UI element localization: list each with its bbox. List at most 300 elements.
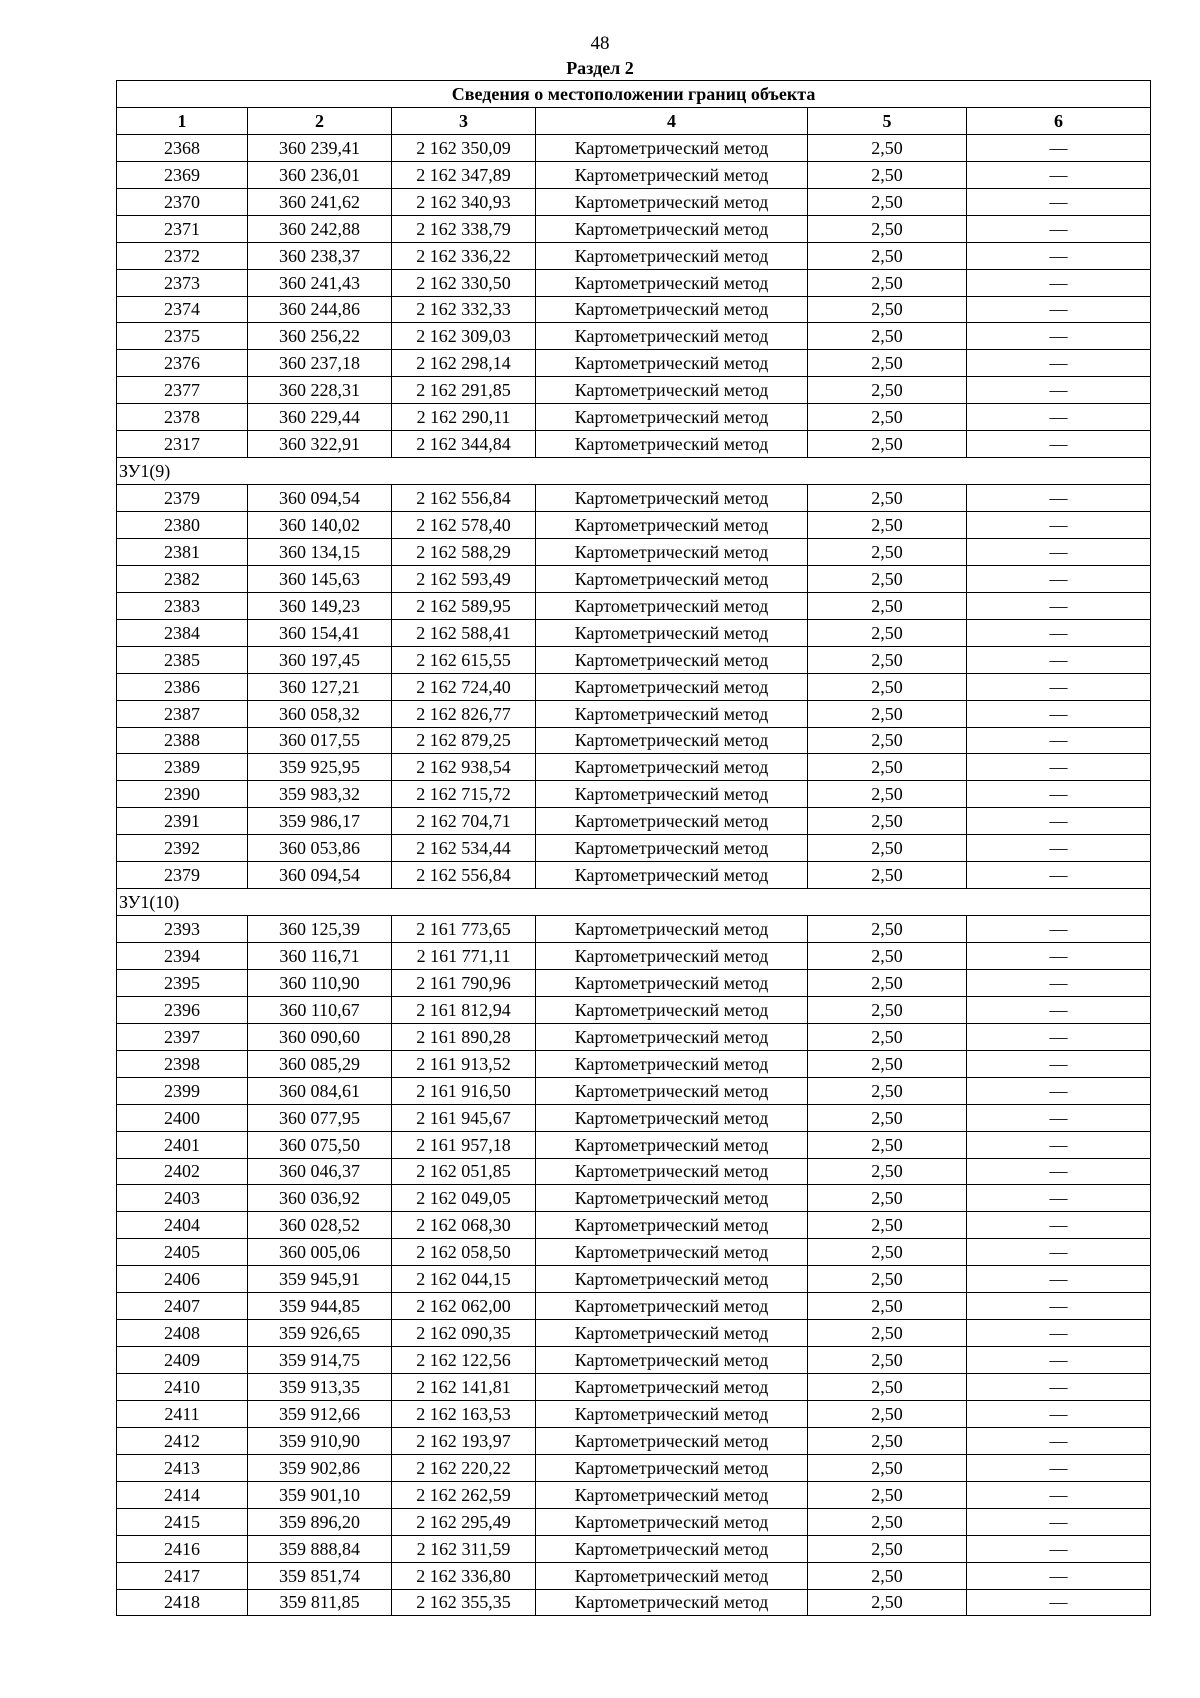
y-coordinate-cell: 2 162 336,80	[392, 1562, 536, 1589]
table-row	[117, 323, 1151, 350]
method-cell: Картометрический метод	[536, 242, 808, 269]
x-coordinate-cell: 360 197,45	[248, 646, 392, 673]
point-number-cell: 2386	[117, 673, 248, 700]
description-cell: —	[967, 1508, 1151, 1535]
method-cell: Картометрический метод	[536, 296, 808, 323]
x-coordinate-cell: 359 811,85	[248, 1589, 392, 1616]
table-row	[117, 754, 1151, 781]
x-coordinate-cell: 359 912,66	[248, 1400, 392, 1427]
point-number-cell: 2377	[117, 377, 248, 404]
table-row	[117, 1293, 1151, 1320]
x-coordinate-cell: 360 145,63	[248, 565, 392, 592]
y-coordinate-cell: 2 162 336,22	[392, 242, 536, 269]
description-cell: —	[967, 781, 1151, 808]
group-header-row	[117, 889, 1151, 916]
table-row	[117, 1266, 1151, 1293]
point-number-cell: 2387	[117, 700, 248, 727]
method-cell: Картометрический метод	[536, 1131, 808, 1158]
description-cell: —	[967, 1158, 1151, 1185]
method-cell: Картометрический метод	[536, 1454, 808, 1481]
method-cell: Картометрический метод	[536, 835, 808, 862]
y-coordinate-cell: 2 162 593,49	[392, 565, 536, 592]
x-coordinate-cell: 360 125,39	[248, 916, 392, 943]
x-coordinate-cell: 360 237,18	[248, 350, 392, 377]
table-row	[117, 1562, 1151, 1589]
y-coordinate-cell: 2 162 350,09	[392, 134, 536, 161]
column-number: 5	[808, 107, 967, 134]
x-coordinate-cell: 360 028,52	[248, 1212, 392, 1239]
description-cell: —	[967, 996, 1151, 1023]
description-cell: —	[967, 350, 1151, 377]
method-cell: Картометрический метод	[536, 1320, 808, 1347]
method-cell: Картометрический метод	[536, 592, 808, 619]
description-cell: —	[967, 161, 1151, 188]
x-coordinate-cell: 360 094,54	[248, 862, 392, 889]
method-cell: Картометрический метод	[536, 1589, 808, 1616]
accuracy-cell: 2,50	[808, 215, 967, 242]
x-coordinate-cell: 359 983,32	[248, 781, 392, 808]
method-cell: Картометрический метод	[536, 1508, 808, 1535]
x-coordinate-cell: 360 228,31	[248, 377, 392, 404]
point-number-cell: 2382	[117, 565, 248, 592]
method-cell: Картометрический метод	[536, 808, 808, 835]
y-coordinate-cell: 2 162 062,00	[392, 1293, 536, 1320]
description-cell: —	[967, 1050, 1151, 1077]
accuracy-cell: 2,50	[808, 862, 967, 889]
method-cell: Картометрический метод	[536, 996, 808, 1023]
table-row	[117, 1239, 1151, 1266]
y-coordinate-cell: 2 162 355,35	[392, 1589, 536, 1616]
accuracy-cell: 2,50	[808, 754, 967, 781]
y-coordinate-cell: 2 162 330,50	[392, 269, 536, 296]
description-cell: —	[967, 1239, 1151, 1266]
description-cell: —	[967, 134, 1151, 161]
table-row	[117, 943, 1151, 970]
table-row	[117, 1158, 1151, 1185]
description-cell: —	[967, 754, 1151, 781]
description-cell: —	[967, 862, 1151, 889]
description-cell: —	[967, 646, 1151, 673]
method-cell: Картометрический метод	[536, 781, 808, 808]
column-number: 1	[117, 107, 248, 134]
description-cell: —	[967, 1131, 1151, 1158]
point-number-cell: 2394	[117, 943, 248, 970]
x-coordinate-cell: 359 986,17	[248, 808, 392, 835]
description-cell: —	[967, 431, 1151, 458]
x-coordinate-cell: 360 140,02	[248, 512, 392, 539]
point-number-cell: 2317	[117, 431, 248, 458]
x-coordinate-cell: 359 944,85	[248, 1293, 392, 1320]
description-cell: —	[967, 1347, 1151, 1374]
accuracy-cell: 2,50	[808, 1508, 967, 1535]
point-number-cell: 2407	[117, 1293, 248, 1320]
point-number-cell: 2370	[117, 188, 248, 215]
method-cell: Картометрический метод	[536, 1374, 808, 1401]
method-cell: Картометрический метод	[536, 1347, 808, 1374]
x-coordinate-cell: 360 085,29	[248, 1050, 392, 1077]
x-coordinate-cell: 359 926,65	[248, 1320, 392, 1347]
table-row	[117, 565, 1151, 592]
accuracy-cell: 2,50	[808, 242, 967, 269]
method-cell: Картометрический метод	[536, 916, 808, 943]
y-coordinate-cell: 2 162 534,44	[392, 835, 536, 862]
x-coordinate-cell: 360 154,41	[248, 619, 392, 646]
y-coordinate-cell: 2 162 295,49	[392, 1508, 536, 1535]
x-coordinate-cell: 359 925,95	[248, 754, 392, 781]
accuracy-cell: 2,50	[808, 323, 967, 350]
accuracy-cell: 2,50	[808, 673, 967, 700]
table-row	[117, 1374, 1151, 1401]
accuracy-cell: 2,50	[808, 1562, 967, 1589]
point-number-cell: 2393	[117, 916, 248, 943]
point-number-cell: 2400	[117, 1104, 248, 1131]
x-coordinate-cell: 360 238,37	[248, 242, 392, 269]
point-number-cell: 2380	[117, 512, 248, 539]
description-cell: —	[967, 835, 1151, 862]
point-number-cell: 2418	[117, 1589, 248, 1616]
y-coordinate-cell: 2 162 704,71	[392, 808, 536, 835]
page-number: 48	[590, 33, 610, 54]
description-cell: —	[967, 700, 1151, 727]
point-number-cell: 2417	[117, 1562, 248, 1589]
x-coordinate-cell: 360 244,86	[248, 296, 392, 323]
y-coordinate-cell: 2 162 340,93	[392, 188, 536, 215]
description-cell: —	[967, 377, 1151, 404]
table-row	[117, 835, 1151, 862]
y-coordinate-cell: 2 162 122,56	[392, 1347, 536, 1374]
point-number-cell: 2408	[117, 1320, 248, 1347]
accuracy-cell: 2,50	[808, 835, 967, 862]
table-row	[117, 1454, 1151, 1481]
point-number-cell: 2373	[117, 269, 248, 296]
x-coordinate-cell: 360 084,61	[248, 1077, 392, 1104]
group-header-row	[117, 458, 1151, 485]
description-cell: —	[967, 1374, 1151, 1401]
y-coordinate-cell: 2 162 291,85	[392, 377, 536, 404]
accuracy-cell: 2,50	[808, 134, 967, 161]
method-cell: Картометрический метод	[536, 1104, 808, 1131]
method-cell: Картометрический метод	[536, 377, 808, 404]
x-coordinate-cell: 360 242,88	[248, 215, 392, 242]
y-coordinate-cell: 2 162 141,81	[392, 1374, 536, 1401]
table-row	[117, 350, 1151, 377]
group-label: ЗУ1(9)	[117, 458, 1151, 485]
method-cell: Картометрический метод	[536, 485, 808, 512]
description-cell: —	[967, 1023, 1151, 1050]
point-number-cell: 2368	[117, 134, 248, 161]
y-coordinate-cell: 2 162 715,72	[392, 781, 536, 808]
table-row	[117, 1427, 1151, 1454]
y-coordinate-cell: 2 161 773,65	[392, 916, 536, 943]
y-coordinate-cell: 2 162 290,11	[392, 404, 536, 431]
x-coordinate-cell: 360 127,21	[248, 673, 392, 700]
accuracy-cell: 2,50	[808, 296, 967, 323]
point-number-cell: 2389	[117, 754, 248, 781]
point-number-cell: 2413	[117, 1454, 248, 1481]
accuracy-cell: 2,50	[808, 727, 967, 754]
table-row	[117, 1104, 1151, 1131]
accuracy-cell: 2,50	[808, 538, 967, 565]
method-cell: Картометрический метод	[536, 538, 808, 565]
method-cell: Картометрический метод	[536, 1023, 808, 1050]
method-cell: Картометрический метод	[536, 754, 808, 781]
y-coordinate-cell: 2 162 220,22	[392, 1454, 536, 1481]
description-cell: —	[967, 269, 1151, 296]
point-number-cell: 2410	[117, 1374, 248, 1401]
column-number-row	[117, 107, 1151, 134]
method-cell: Картометрический метод	[536, 1293, 808, 1320]
description-cell: —	[967, 592, 1151, 619]
description-cell: —	[967, 1266, 1151, 1293]
table-caption-row	[117, 81, 1151, 108]
x-coordinate-cell: 360 256,22	[248, 323, 392, 350]
y-coordinate-cell: 2 162 262,59	[392, 1481, 536, 1508]
point-number-cell: 2415	[117, 1508, 248, 1535]
accuracy-cell: 2,50	[808, 808, 967, 835]
x-coordinate-cell: 360 058,32	[248, 700, 392, 727]
x-coordinate-cell: 360 110,90	[248, 969, 392, 996]
accuracy-cell: 2,50	[808, 269, 967, 296]
table-row	[117, 538, 1151, 565]
method-cell: Картометрический метод	[536, 862, 808, 889]
table-row	[117, 431, 1151, 458]
table-row	[117, 781, 1151, 808]
description-cell: —	[967, 1320, 1151, 1347]
accuracy-cell: 2,50	[808, 188, 967, 215]
y-coordinate-cell: 2 162 068,30	[392, 1212, 536, 1239]
y-coordinate-cell: 2 162 311,59	[392, 1535, 536, 1562]
y-coordinate-cell: 2 162 058,50	[392, 1239, 536, 1266]
x-coordinate-cell: 360 229,44	[248, 404, 392, 431]
y-coordinate-cell: 2 162 044,15	[392, 1266, 536, 1293]
accuracy-cell: 2,50	[808, 1077, 967, 1104]
accuracy-cell: 2,50	[808, 1023, 967, 1050]
accuracy-cell: 2,50	[808, 700, 967, 727]
y-coordinate-cell: 2 162 615,55	[392, 646, 536, 673]
point-number-cell: 2401	[117, 1131, 248, 1158]
y-coordinate-cell: 2 162 724,40	[392, 673, 536, 700]
description-cell: —	[967, 808, 1151, 835]
column-number: 6	[967, 107, 1151, 134]
table-row	[117, 1212, 1151, 1239]
accuracy-cell: 2,50	[808, 646, 967, 673]
accuracy-cell: 2,50	[808, 377, 967, 404]
x-coordinate-cell: 360 134,15	[248, 538, 392, 565]
x-coordinate-cell: 359 901,10	[248, 1481, 392, 1508]
point-number-cell: 2395	[117, 969, 248, 996]
description-cell: —	[967, 1427, 1151, 1454]
point-number-cell: 2384	[117, 619, 248, 646]
method-cell: Картометрический метод	[536, 350, 808, 377]
section-title: Раздел 2	[566, 58, 634, 78]
x-coordinate-cell: 360 322,91	[248, 431, 392, 458]
description-cell: —	[967, 1562, 1151, 1589]
accuracy-cell: 2,50	[808, 565, 967, 592]
point-number-cell: 2374	[117, 296, 248, 323]
table-row	[117, 1347, 1151, 1374]
x-coordinate-cell: 360 077,95	[248, 1104, 392, 1131]
method-cell: Картометрический метод	[536, 1077, 808, 1104]
accuracy-cell: 2,50	[808, 1050, 967, 1077]
table-row	[117, 1589, 1151, 1616]
point-number-cell: 2403	[117, 1185, 248, 1212]
method-cell: Картометрический метод	[536, 943, 808, 970]
description-cell: —	[967, 916, 1151, 943]
method-cell: Картометрический метод	[536, 1481, 808, 1508]
accuracy-cell: 2,50	[808, 592, 967, 619]
point-number-cell: 2397	[117, 1023, 248, 1050]
table-row	[117, 134, 1151, 161]
method-cell: Картометрический метод	[536, 700, 808, 727]
method-cell: Картометрический метод	[536, 161, 808, 188]
description-cell: —	[967, 1212, 1151, 1239]
accuracy-cell: 2,50	[808, 1320, 967, 1347]
y-coordinate-cell: 2 162 049,05	[392, 1185, 536, 1212]
description-cell: —	[967, 1077, 1151, 1104]
y-coordinate-cell: 2 162 556,84	[392, 485, 536, 512]
x-coordinate-cell: 360 036,92	[248, 1185, 392, 1212]
point-number-cell: 2399	[117, 1077, 248, 1104]
x-coordinate-cell: 360 017,55	[248, 727, 392, 754]
point-number-cell: 2379	[117, 485, 248, 512]
table-row	[117, 404, 1151, 431]
table-row	[117, 1535, 1151, 1562]
description-cell: —	[967, 727, 1151, 754]
table-row	[117, 969, 1151, 996]
table-row	[117, 161, 1151, 188]
method-cell: Картометрический метод	[536, 1562, 808, 1589]
method-cell: Картометрический метод	[536, 1427, 808, 1454]
x-coordinate-cell: 359 945,91	[248, 1266, 392, 1293]
description-cell: —	[967, 296, 1151, 323]
accuracy-cell: 2,50	[808, 916, 967, 943]
y-coordinate-cell: 2 162 347,89	[392, 161, 536, 188]
point-number-cell: 2414	[117, 1481, 248, 1508]
y-coordinate-cell: 2 161 913,52	[392, 1050, 536, 1077]
y-coordinate-cell: 2 162 193,97	[392, 1427, 536, 1454]
point-number-cell: 2369	[117, 161, 248, 188]
y-coordinate-cell: 2 162 309,03	[392, 323, 536, 350]
method-cell: Картометрический метод	[536, 323, 808, 350]
point-number-cell: 2402	[117, 1158, 248, 1185]
accuracy-cell: 2,50	[808, 1481, 967, 1508]
y-coordinate-cell: 2 161 916,50	[392, 1077, 536, 1104]
table-row	[117, 1320, 1151, 1347]
column-number: 3	[392, 107, 536, 134]
description-cell: —	[967, 323, 1151, 350]
point-number-cell: 2381	[117, 538, 248, 565]
point-number-cell: 2392	[117, 835, 248, 862]
point-number-cell: 2379	[117, 862, 248, 889]
method-cell: Картометрический метод	[536, 1185, 808, 1212]
y-coordinate-cell: 2 162 163,53	[392, 1400, 536, 1427]
x-coordinate-cell: 360 046,37	[248, 1158, 392, 1185]
description-cell: —	[967, 404, 1151, 431]
method-cell: Картометрический метод	[536, 431, 808, 458]
description-cell: —	[967, 188, 1151, 215]
table-row	[117, 188, 1151, 215]
x-coordinate-cell: 360 110,67	[248, 996, 392, 1023]
column-number: 2	[248, 107, 392, 134]
point-number-cell: 2383	[117, 592, 248, 619]
method-cell: Картометрический метод	[536, 404, 808, 431]
method-cell: Картометрический метод	[536, 1158, 808, 1185]
description-cell: —	[967, 969, 1151, 996]
point-number-cell: 2409	[117, 1347, 248, 1374]
table-row	[117, 673, 1151, 700]
accuracy-cell: 2,50	[808, 1427, 967, 1454]
y-coordinate-cell: 2 161 957,18	[392, 1131, 536, 1158]
method-cell: Картометрический метод	[536, 134, 808, 161]
accuracy-cell: 2,50	[808, 996, 967, 1023]
point-number-cell: 2378	[117, 404, 248, 431]
point-number-cell: 2388	[117, 727, 248, 754]
table-row	[117, 592, 1151, 619]
method-cell: Картометрический метод	[536, 1239, 808, 1266]
point-number-cell: 2398	[117, 1050, 248, 1077]
point-number-cell: 2385	[117, 646, 248, 673]
description-cell: —	[967, 242, 1151, 269]
table-row	[117, 269, 1151, 296]
x-coordinate-cell: 360 236,01	[248, 161, 392, 188]
column-number: 4	[536, 107, 808, 134]
description-cell: —	[967, 1293, 1151, 1320]
point-number-cell: 2396	[117, 996, 248, 1023]
x-coordinate-cell: 360 094,54	[248, 485, 392, 512]
accuracy-cell: 2,50	[808, 1158, 967, 1185]
x-coordinate-cell: 360 053,86	[248, 835, 392, 862]
y-coordinate-cell: 2 162 826,77	[392, 700, 536, 727]
description-cell: —	[967, 512, 1151, 539]
point-number-cell: 2404	[117, 1212, 248, 1239]
description-cell: —	[967, 485, 1151, 512]
method-cell: Картометрический метод	[536, 565, 808, 592]
accuracy-cell: 2,50	[808, 1589, 967, 1616]
table-row	[117, 1023, 1151, 1050]
description-cell: —	[967, 1400, 1151, 1427]
x-coordinate-cell: 359 913,35	[248, 1374, 392, 1401]
table-row	[117, 646, 1151, 673]
description-cell: —	[967, 1481, 1151, 1508]
accuracy-cell: 2,50	[808, 1104, 967, 1131]
table-row	[117, 215, 1151, 242]
accuracy-cell: 2,50	[808, 1266, 967, 1293]
accuracy-cell: 2,50	[808, 1400, 967, 1427]
accuracy-cell: 2,50	[808, 1347, 967, 1374]
method-cell: Картометрический метод	[536, 512, 808, 539]
method-cell: Картометрический метод	[536, 646, 808, 673]
point-number-cell: 2416	[117, 1535, 248, 1562]
y-coordinate-cell: 2 162 298,14	[392, 350, 536, 377]
method-cell: Картометрический метод	[536, 727, 808, 754]
y-coordinate-cell: 2 162 938,54	[392, 754, 536, 781]
y-coordinate-cell: 2 161 890,28	[392, 1023, 536, 1050]
x-coordinate-cell: 360 241,62	[248, 188, 392, 215]
x-coordinate-cell: 360 090,60	[248, 1023, 392, 1050]
x-coordinate-cell: 359 896,20	[248, 1508, 392, 1535]
accuracy-cell: 2,50	[808, 1374, 967, 1401]
description-cell: —	[967, 538, 1151, 565]
method-cell: Картометрический метод	[536, 269, 808, 296]
point-number-cell: 2372	[117, 242, 248, 269]
y-coordinate-cell: 2 161 790,96	[392, 969, 536, 996]
y-coordinate-cell: 2 162 332,33	[392, 296, 536, 323]
accuracy-cell: 2,50	[808, 619, 967, 646]
accuracy-cell: 2,50	[808, 781, 967, 808]
accuracy-cell: 2,50	[808, 1535, 967, 1562]
table-row	[117, 1131, 1151, 1158]
description-cell: —	[967, 565, 1151, 592]
